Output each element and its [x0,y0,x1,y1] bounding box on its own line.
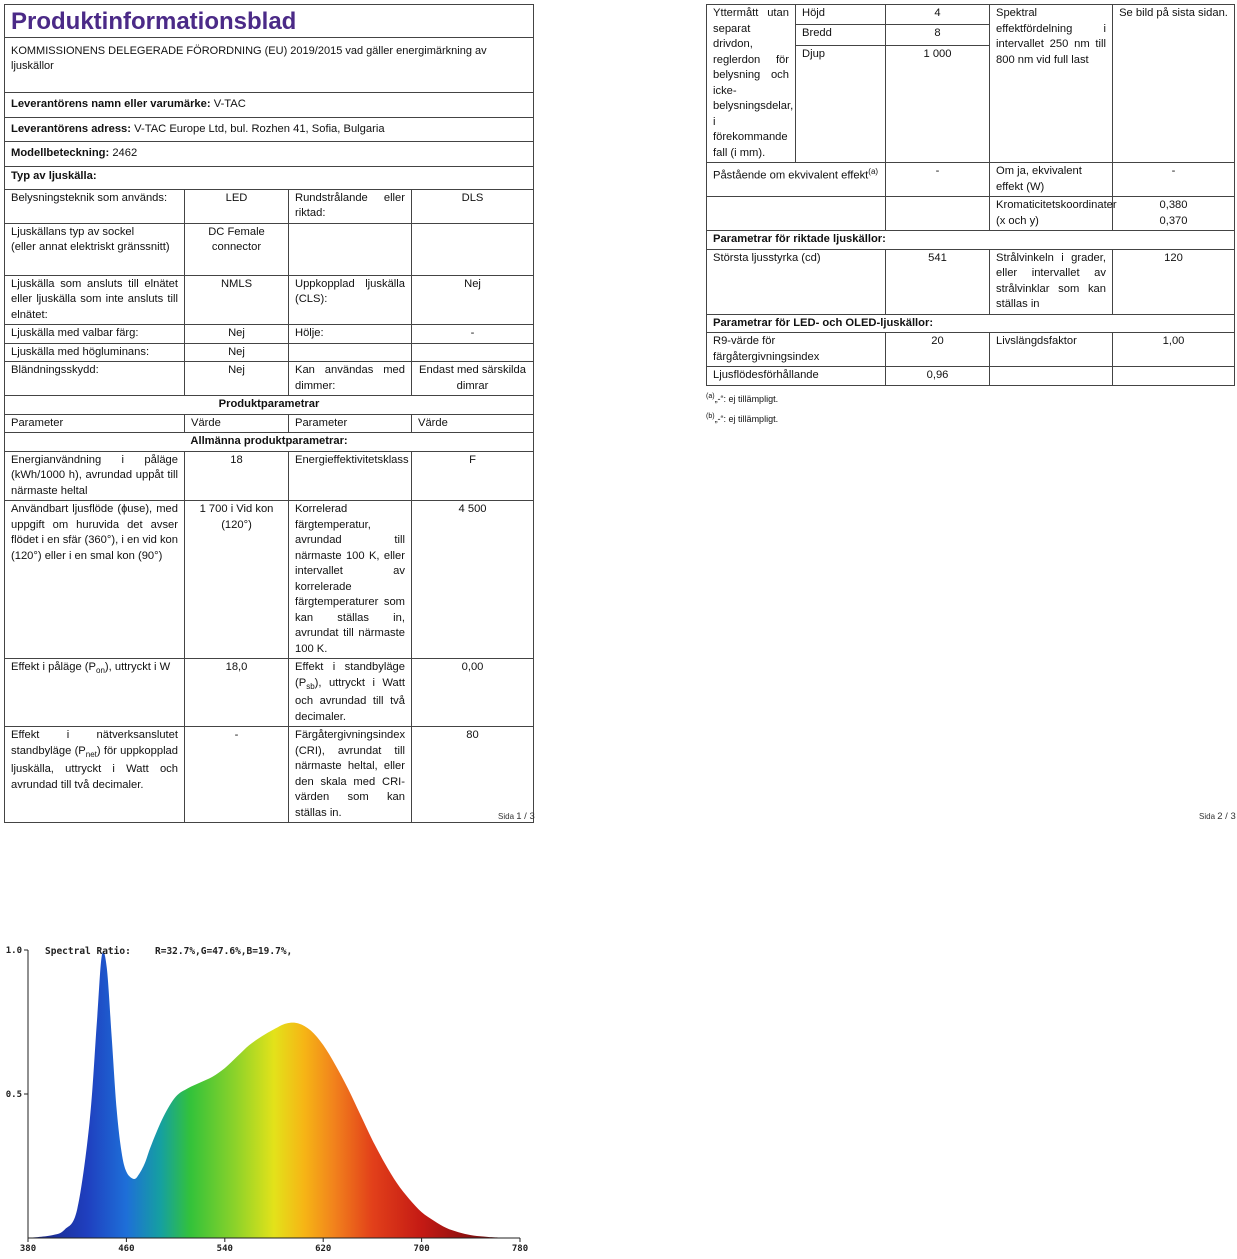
standby-power-text-end: ), uttryckt i Watt och avrundad till två decimaler. [295,676,405,723]
mains-value: NMLS [185,275,289,325]
x-tick-label: 380 [19,1244,37,1254]
r9-value: 20 [886,333,990,367]
empty-cell [886,197,990,231]
footnote-a [706,388,1234,408]
chromaticity-y: 0,370 [1159,214,1188,227]
equivalent-power-label [707,163,886,197]
anti-glare-value: Nej [185,362,289,396]
standby-power-value: 0,00 [412,659,534,727]
cls-value: Nej [412,275,534,325]
y-tick-label: 1.0 [5,946,22,956]
network-standby-label [5,727,185,823]
supplier-address-label: Leverantörens adress: [11,122,132,135]
luminous-flux-value: 1 700 i Vid kon (120°) [185,501,289,659]
spectral-value: Se bild på sista sidan. [1113,5,1235,163]
product-params-heading: Produktparametrar [5,396,534,415]
dimmer-value: Endast med särskilda dimrar [412,362,534,396]
model-value: 2462 [112,147,138,159]
x-tick-label: 700 [413,1244,430,1254]
equivalent-watt-label: Om ja, ekvivalent effekt (W) [990,163,1113,197]
chart-title: Spectral Ratio: [45,946,131,957]
selectable-color-label: Ljuskälla med valbar färg: [5,325,185,344]
standby-power-sub: sb [306,681,315,691]
footer-page-number: 2 / 3 [1217,811,1236,822]
on-mode-power-text-end: ), uttryckt i W [104,661,171,673]
footnote-a-marker: (a) [706,392,715,400]
equivalent-power-text: Påstående om ekvivalent effekt [713,169,869,182]
on-mode-power-label [5,659,185,727]
socket-label [5,223,185,275]
standby-power-text: Effekt i standbyläge (P [295,661,405,689]
footer-page-number: 1 / 3 [516,811,535,822]
flux-ratio-value: 0,96 [886,367,990,386]
width-value: 8 [886,25,990,45]
page-2-footer [1199,811,1236,822]
peak-intensity-label: Största ljusstyrka (cd) [707,249,886,314]
directional-value: DLS [412,189,534,223]
footer-label: Sida [498,812,515,821]
directional-params-heading: Parametrar för riktade ljuskällor: [707,231,1235,250]
model-row [5,142,534,167]
cri-label: Färgåtergivningsindex (CRI), avrundat till närmaste heltal, eller den skala med CRI-värden som kan ställas in. [289,727,412,823]
lifetime-factor-label: Livslängdsfaktor [990,333,1113,367]
col-header-value: Värde [185,414,289,433]
height-value: 4 [886,5,990,25]
beam-angle-label: Strålvinkeln i grader, eller intervallet av strålvinklar som kan ställas in [990,249,1113,314]
width-label: Bredd [796,25,886,45]
lifetime-factor-value: 1,00 [1113,333,1235,367]
selectable-color-value: Nej [185,325,289,344]
page-1-footer [498,811,535,822]
empty-cell [289,343,412,362]
energy-use-value: 18 [185,451,289,501]
x-tick-label: 460 [118,1244,135,1254]
empty-cell [412,343,534,362]
directional-label: Rundstrålande eller riktad: [289,189,412,223]
empty-cell [1113,367,1235,386]
standby-power-label [289,659,412,727]
network-standby-text: Effekt i nätverksanslutet standbyläge (P [11,729,178,757]
energy-class-label: Energieffektivitetsklass [289,451,412,501]
beam-angle-value: 120 [1113,249,1235,314]
dimmer-label: Kan användas med dimmer: [289,362,412,396]
equivalent-watt-value: - [1113,163,1235,197]
network-standby-text-end: ) för uppkopplad ljuskälla, uttryckt i Watt och avrundad till två decimaler. [11,744,178,791]
footnotes [706,388,1234,428]
empty-cell [289,223,412,275]
cri-value: 80 [412,727,534,823]
regulation-text: KOMMISSIONENS DELEGERADE FÖRORDNING (EU) 2019/2015 vad gäller energimärkning av ljuskällor [5,38,534,93]
cct-value: 4 500 [412,501,534,659]
empty-cell [886,65,990,162]
chart-subtitle: R=32.7%,G=47.6%,B=19.7%, [155,946,293,957]
footnote-a-text: „-“: ej tillämpligt. [714,393,779,404]
page-2 [706,4,1234,428]
supplier-name-row [5,93,534,118]
supplier-address: V-TAC Europe Ltd, bul. Rozhen 41, Sofia, Bulgaria [134,122,385,135]
depth-value: 1 000 [886,45,990,65]
x-tick-label: 540 [216,1244,233,1254]
general-params-heading: Allmänna produktparametrar: [5,433,534,452]
lighting-tech-value: LED [185,189,289,223]
y-tick-label: 0.5 [5,1090,22,1100]
network-standby-sub: net [85,749,97,759]
mains-label: Ljuskälla som ansluts till elnätet eller ljuskälla som inte ansluts till elnätet: [5,275,185,325]
x-tick-label: 780 [511,1244,529,1254]
supplier-address-row [5,117,534,142]
depth-label: Djup [796,45,886,65]
supplier-name: V-TAC [213,98,246,110]
on-mode-power-value: 18,0 [185,659,289,727]
x-tick-label: 620 [315,1244,332,1254]
col-header-param: Parameter [289,414,412,433]
socket-label-main: Ljuskällans typ av sockel [11,225,135,238]
empty-cell [412,223,534,275]
spectral-label: Spektral effektfördelning i intervallet 250 nm till 800 nm vid full last [990,5,1113,163]
chromaticity-label: Kromaticitetskoordinater (x och y) [990,197,1113,231]
footnote-b-text: „-“: ej tillämpligt. [714,413,779,424]
col-header-value: Värde [412,414,534,433]
on-mode-power-text: Effekt i påläge (P [11,661,96,673]
page-1 [4,4,533,823]
socket-value: DC Female connector [185,223,289,275]
envelope-label: Hölje: [289,325,412,344]
chromaticity-value [1113,197,1235,231]
cls-label: Uppkopplad ljuskälla (CLS): [289,275,412,325]
product-info-table [4,4,534,823]
equivalent-power-note: (a) [868,167,879,176]
peak-intensity-value: 541 [886,249,990,314]
lighting-tech-label: Belysningsteknik som används: [5,189,185,223]
page-title: Produktinformationsblad [5,5,534,38]
model-label: Modellbeteckning: [11,147,110,159]
footnote-b [706,408,1234,428]
product-info-table-continued [706,4,1235,386]
spectrum-chart [0,940,540,1254]
socket-label-note: (eller annat elektriskt gränssnitt) [11,241,170,253]
on-mode-power-sub: on [96,666,105,676]
height-label: Höjd [796,5,886,25]
envelope-value: - [412,325,534,344]
col-header-param: Parameter [5,414,185,433]
led-params-heading: Parametrar för LED- och OLED-ljuskällor: [707,314,1235,333]
footnote-b-marker: (b) [706,412,715,420]
footer-label: Sida [1199,812,1216,821]
energy-use-label: Energianvändning i påläge (kWh/1000 h), avrundad uppåt till närmaste heltal [5,451,185,501]
anti-glare-label: Bländningsskydd: [5,362,185,396]
supplier-name-label: Leverantörens namn eller varumärke: [11,98,211,110]
flux-ratio-label: Ljusflödesförhållande [707,367,886,386]
empty-cell [990,367,1113,386]
high-luminance-value: Nej [185,343,289,362]
r9-label: R9-värde för färgåtergivningsindex [707,333,886,367]
energy-class-value: F [412,451,534,501]
network-standby-value: - [185,727,289,823]
spectrum-area [28,952,520,1238]
empty-cell [796,65,886,162]
empty-cell [707,197,886,231]
luminous-flux-label: Användbart ljusflöde (ɸuse), med uppgift om huruvida det avser flödet i en sfär (360°), i en vid kon (120°) eller i en smal kon (90°) [5,501,185,659]
spectrum-svg [0,940,540,1254]
cct-label: Korrelerad färgtemperatur, avrundad till närmaste 100 K, eller intervallet av korrelerade färgtemperaturer som kan ställas in, avrundat till närmaste 100 K. [289,501,412,659]
dimensions-label: Yttermått utan separat drivdon, reglerdon för belysning och icke-belysningsdelar, i förekommande fall (i mm). [707,5,796,163]
chromaticity-x: 0,380 [1159,199,1188,211]
equivalent-power-value: - [886,163,990,197]
high-luminance-label: Ljuskälla med högluminans: [5,343,185,362]
type-heading: Typ av ljuskälla: [5,166,534,189]
